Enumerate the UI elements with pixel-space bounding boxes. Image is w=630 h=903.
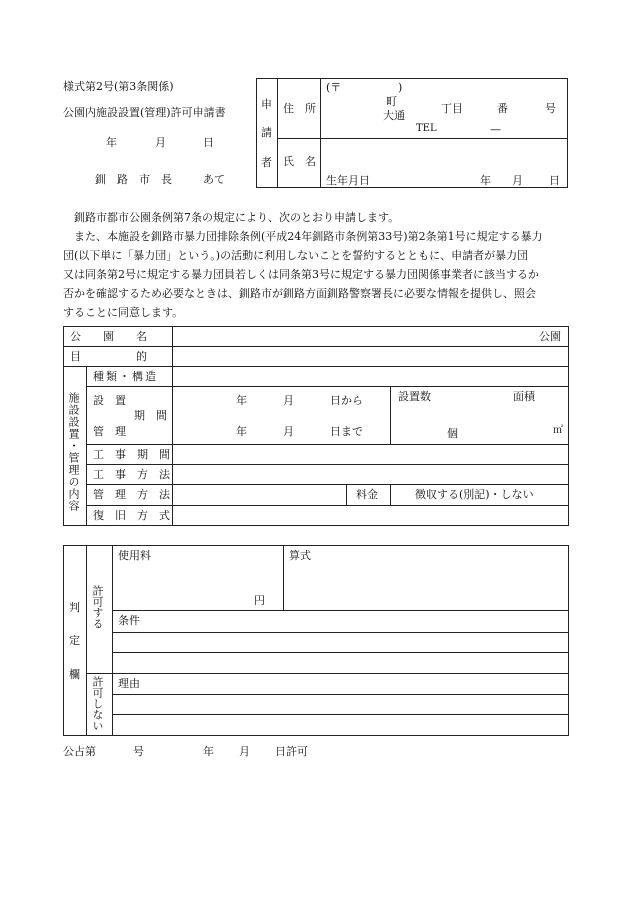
from-day: 日から — [330, 394, 363, 407]
declaration-line-5: 否かを確認するため必要なときは、釧路市が釧路方面釧路警察署長に必要な情報を提供し、照会 — [63, 287, 536, 300]
date-month: 月 — [155, 136, 166, 149]
formula-label: 算式 — [289, 549, 311, 562]
addressee: 釧 路 市 長 — [95, 173, 172, 186]
form-title: 公園内施設設置(管理)許可申請書 — [63, 106, 226, 119]
dob-day: 日 — [549, 174, 560, 187]
addressee-suffix: あて — [203, 173, 225, 186]
type-structure-label: 種類・構造 — [93, 370, 158, 383]
judgment-side-1: 判 — [69, 601, 80, 614]
permit-day: 日許可 — [275, 745, 308, 758]
fee-options: 徴収する(別記)・しない — [415, 488, 534, 501]
judgment-side-3: 欄 — [69, 668, 80, 681]
name-label: 氏 名 — [283, 155, 316, 168]
from-year: 年 — [236, 394, 247, 407]
permit-label: 許可する — [91, 585, 104, 629]
tel-label: TEL — [416, 123, 437, 134]
date-day: 日 — [203, 136, 214, 149]
applicant-side-1: 申 — [261, 98, 272, 111]
to-month: 月 — [283, 425, 294, 438]
to-year: 年 — [236, 425, 247, 438]
permit-month: 月 — [239, 745, 250, 758]
applicant-box — [256, 78, 568, 188]
from-month: 月 — [283, 394, 294, 407]
park-suffix: 公園 — [539, 330, 561, 343]
form-number: 様式第2号(第3条関係) — [63, 80, 174, 93]
dob-label: 生年月日 — [326, 174, 370, 187]
declaration-line-2: また、本施設を釧路市暴力団排除条例(平成24年釧路市条例第33号)第2条第1号に規定する暴力 — [74, 230, 543, 243]
usage-fee-label: 使用料 — [118, 549, 151, 562]
construction-method-label: 工事方法 — [93, 468, 181, 481]
machi: 町 — [386, 95, 397, 108]
declaration-line-1: 釧路市都市公園条例第7条の規定により、次のとおり申請します。 — [74, 211, 400, 224]
park-name-label: 公 園 名 — [70, 330, 147, 343]
yen-unit: 円 — [254, 594, 265, 607]
chome: 丁目 — [441, 102, 463, 115]
permit-number-prefix: 公占第 — [63, 745, 96, 758]
date-year: 年 — [106, 136, 117, 149]
permit-year: 年 — [203, 745, 214, 758]
declaration-text — [63, 208, 573, 322]
construction-period-label: 工事期間 — [93, 448, 181, 461]
declaration-line-3: 団(以下単に「暴力団」という。)の活動に利用しないことを誓約するとともに、申請者が暴力団 — [63, 249, 529, 262]
ban: 番 — [497, 102, 508, 115]
postal-open: (〒 — [326, 81, 342, 94]
applicant-side-3: 者 — [261, 156, 272, 169]
judgment-side-2: 定 — [69, 634, 80, 647]
odori: 大通 — [383, 109, 405, 122]
declaration-line-4: 又は同条第2号に規定する暴力団員若しくは同条第3号に規定する暴力団関係事業者に該当するか — [63, 268, 539, 281]
address-label: 住 所 — [283, 102, 316, 115]
judgment-table — [63, 545, 569, 736]
permit-number-go: 号 — [133, 745, 144, 758]
go: 号 — [545, 102, 556, 115]
count-unit: 個 — [447, 427, 458, 440]
tel-dash: — — [490, 123, 501, 136]
conditions-label: 条件 — [118, 614, 140, 627]
restoration-method-label: 復旧方式 — [93, 509, 181, 522]
purpose-label: 目 的 — [70, 350, 147, 363]
setchi-label: 設 置 — [93, 394, 126, 407]
dob-year: 年 — [480, 174, 491, 187]
kikan-label: 期 間 — [134, 409, 167, 422]
area-label: 面積 — [513, 390, 535, 403]
area-unit: ㎡ — [553, 425, 563, 436]
to-day: 日まで — [330, 425, 363, 438]
applicant-side-2: 請 — [261, 126, 272, 139]
count-label: 設置数 — [398, 390, 431, 403]
declaration-line-6: することに同意します。 — [63, 306, 184, 319]
fee-label: 料金 — [356, 488, 378, 501]
management-method-label: 管理方法 — [93, 488, 181, 501]
dob-month: 月 — [512, 174, 523, 187]
reason-label: 理由 — [118, 677, 140, 690]
facility-side-label: 施設設置・管理の内容 — [67, 392, 80, 512]
postal-close: ) — [398, 81, 403, 94]
deny-label: 許可しない — [91, 676, 104, 731]
kanri-label: 管 理 — [93, 425, 126, 438]
